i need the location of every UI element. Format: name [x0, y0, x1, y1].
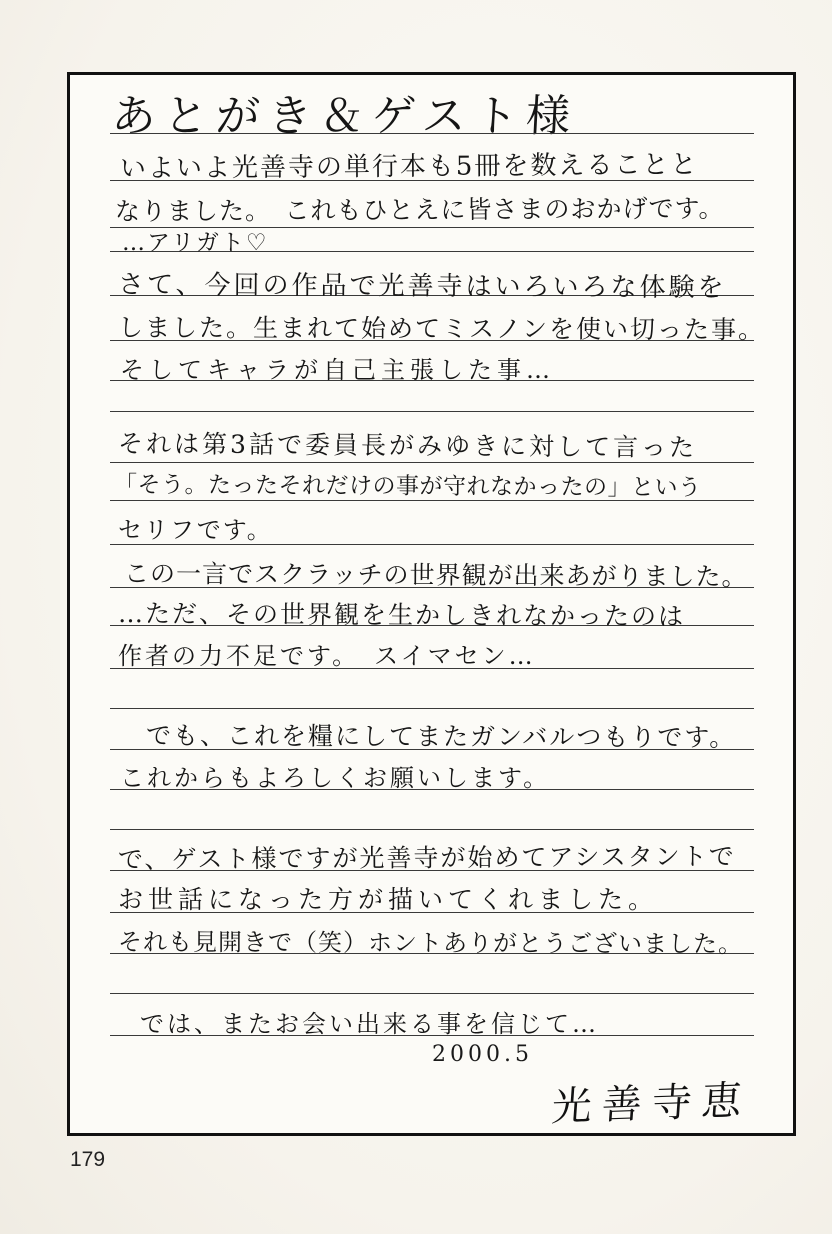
handwritten-line: それも見開きで（笑）ホントありがとうございました。: [118, 928, 744, 959]
handwritten-line: そしてキャラが自己主張した事…: [120, 356, 555, 384]
handwritten-line: でも、これを糧にしてまたガンバルつもりです。: [146, 721, 737, 753]
ruled-line: [110, 993, 754, 994]
page-number: 179: [70, 1148, 106, 1171]
date: 2000.5: [432, 1042, 533, 1067]
handwritten-line: 作者の力不足です。 スイマセン…: [118, 642, 536, 670]
author-signature: 光善寺恵: [550, 1077, 754, 1131]
handwritten-line: 「そう。たったそれだけの事が守れなかったの」という: [114, 472, 702, 502]
handwritten-line: さて、今回の作品で光善寺はいろいろな体験を: [118, 270, 727, 304]
handwritten-line: これからもよろしくお願いします。: [120, 764, 551, 792]
handwritten-line: …ただ、その世界観を生かしきれなかったのは: [118, 599, 686, 631]
page-title: あとがき＆ゲスト様: [110, 91, 580, 142]
handwritten-line: …アリガト♡: [122, 230, 269, 256]
ruled-line: [110, 829, 754, 830]
handwritten-line: しました。生まれて始めてミスノンを使い切った事。: [118, 313, 766, 345]
handwritten-line: いよいよ光善寺の単行本も5冊を数えることと: [119, 149, 699, 185]
handwritten-line: なりました。 これもひとえに皆さまのおかげです。: [114, 193, 725, 227]
handwritten-line: お世話になった方が描いてくれました。: [118, 885, 659, 914]
handwritten-line: では、またお会い出来る事を信じて…: [140, 1010, 599, 1038]
handwritten-line: この一言でスクラッチの世界観が出来あがりました。: [124, 559, 748, 592]
ruled-line: [110, 411, 754, 412]
handwritten-line: セリフです。: [118, 516, 273, 544]
handwritten-line: で、ゲスト様ですが光善寺が始めてアシスタントで: [117, 841, 736, 874]
ruled-line: [110, 133, 754, 134]
handwritten-line: それは第3話で委員長がみゆきに対して言った: [118, 429, 698, 463]
ruled-line: [110, 708, 754, 709]
